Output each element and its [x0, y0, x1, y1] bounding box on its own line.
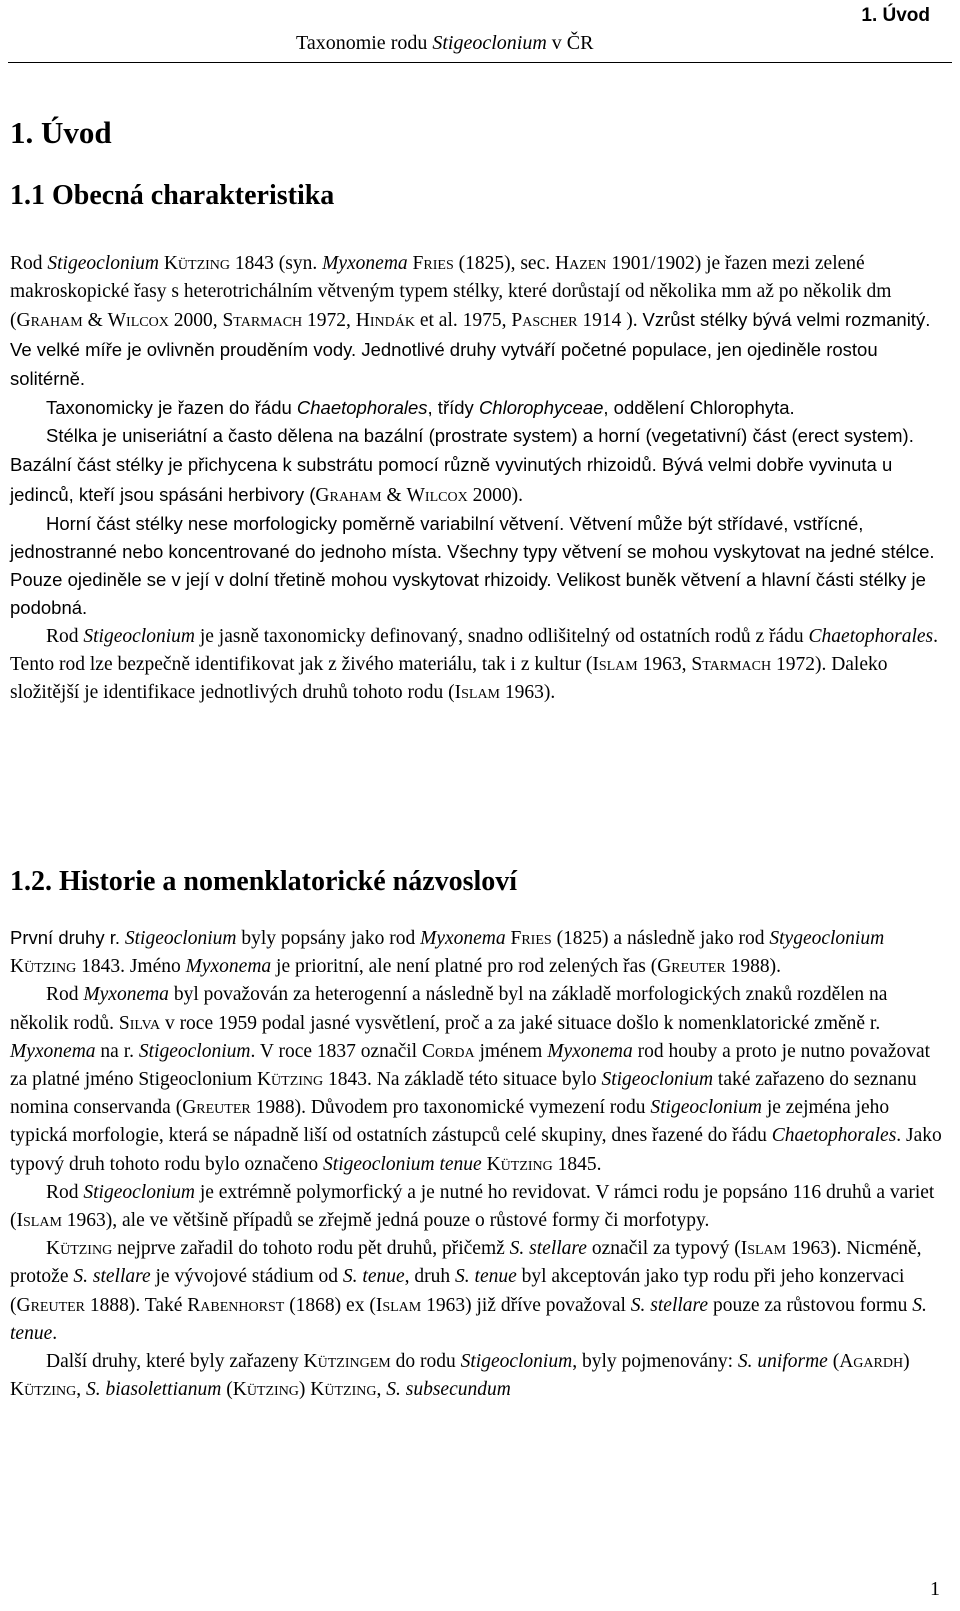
paragraph: Další druhy, které byly zařazeny Kützingem do rodu Stigeoclonium, byly pojmenovány: S. uniforme (Agardh) Kützing, S. biasolettianum (Kützing) Kützing, S. subsecundum	[10, 1351, 910, 1401]
section-1-1-body	[10, 250, 950, 707]
paragraph: Rod Stigeoclonium Kützing 1843 (syn. Myxonema Fries (1825), sec. Hazen 1901/1902) je řazen mezi zelené makroskopické řasy s heterotrichálním větveným typem stélky, které dorůstají od několika mm až po několik dm (Graham & Wilcox 2000, Starmach 1972, Hindák et al. 1975, Pascher 1914 ). Vzrůst stélky bývá velmi rozmanitý. Ve velké míře je ovlivněn prouděním vody. Jednotlivé druhy vytváří početné populace, jen ojediněle rostou solitérně.	[10, 253, 931, 389]
section-title: 1. Úvod	[10, 115, 112, 150]
paragraph: Horní část stélky nese morfologicky poměrně variabilní větvení. Větvení může být střídavé, vstřícné, jednostranné nebo koncentrované do jednoho místa. Všechny typy větvení se mohou vyskytovat na jedné stélce. Pouze ojediněle se v její v dolní třetině mohou vyskytovat rhizoidy. Velikost buněk větvení a hlavní části stélky je podobná.	[10, 512, 935, 619]
page-number: 1	[930, 1578, 940, 1600]
paragraph: Rod Myxonema byl považován za heterogenní a následně byl na základě morfologických znaků rozdělen na několik rodů. Silva v roce 1959 podal jasné vysvětlení, proč a za jaké situace došlo k nomenklatorické změně r. Myxonema na r. Stigeoclonium. V roce 1837 označil Corda jménem Myxonema rod houby a proto je nutno považovat za platné jméno Stigeoclonium Kützing 1843. Na základě této situace bylo Stigeoclonium také zařazeno do seznanu nomina conservanda (Greuter 1988). Důvodem pro taxonomické vymezení rodu Stigeoclonium je zejména jeho typická morfologie, která se nápadně liší od ostatních zástupců celé skupiny, dnes řazené do řádu Chaetophorales. Jako typový druh tohoto rodu bylo označeno Stigeoclonium tenue Kützing 1845.	[10, 984, 942, 1175]
paragraph: Kützing nejprve zařadil do tohoto rodu pět druhů, přičemž S. stellare označil za typový (Islam 1963). Nicméně, protože S. stellare je vývojové stádium od S. tenue, druh S. tenue byl akceptován jako typ rodu při jeho konzervaci (Greuter 1888). Také Rabenhorst (1868) ex (Islam 1963) již dříve považoval S. stellare pouze za růstovou formu S. tenue.	[10, 1238, 927, 1344]
paragraph: Rod Stigeoclonium je jasně taxonomicky definovaný, snadno odlišitelný od ostatních rodů z řádu Chaetophorales. Tento rod lze bezpečně identifikovat jak z živého materiálu, tak i z kultur (Islam 1963, Starmach 1972). Daleko složitější je identifikace jednotlivých druhů tohoto rodu (Islam 1963).	[10, 625, 939, 704]
subsection-title-2: 1.2. Historie a nomenklatorické názvosloví	[10, 866, 518, 897]
subsection-title-1: 1.1 Obecná charakteristika	[10, 180, 335, 211]
header-rule	[8, 62, 952, 63]
running-header: Taxonomie rodu Stigeoclonium v ČR	[296, 32, 594, 54]
chapter-label: 1. Úvod	[861, 5, 930, 26]
section-1-2-body	[10, 924, 950, 1404]
paragraph: Rod Stigeoclonium je extrémně polymorfický a je nutné ho revidovat. V rámci rodu je popsáno 116 druhů a variet (Islam 1963), ale ve většině případů se zřejmě jedná pouze o růstové formy či morfotypy.	[10, 1181, 935, 1232]
paragraph: První druhy r. Stigeoclonium byly popsány jako rod Myxonema Fries (1825) a následně jako rod Stygeoclonium Kützing 1843. Jméno Myxonema je prioritní, ale není platné pro rod zelených řas (Greuter 1988).	[10, 927, 885, 978]
paragraph: Stélka je uniseriátní a často dělena na bazální (prostrate system) a horní (vegetativní) část (erect system). Bazální část stélky je přichycena k substrátu pomocí různě vyvinutých rhizoidů. Bývá velmi dobře vyvinuta u jedinců, kteří jsou spásáni herbivory (Graham & Wilcox 2000).	[10, 425, 914, 506]
paragraph: Taxonomicky je řazen do řádu Chaetophorales, třídy Chlorophyceae, oddělení Chlorophyta.	[46, 397, 795, 419]
